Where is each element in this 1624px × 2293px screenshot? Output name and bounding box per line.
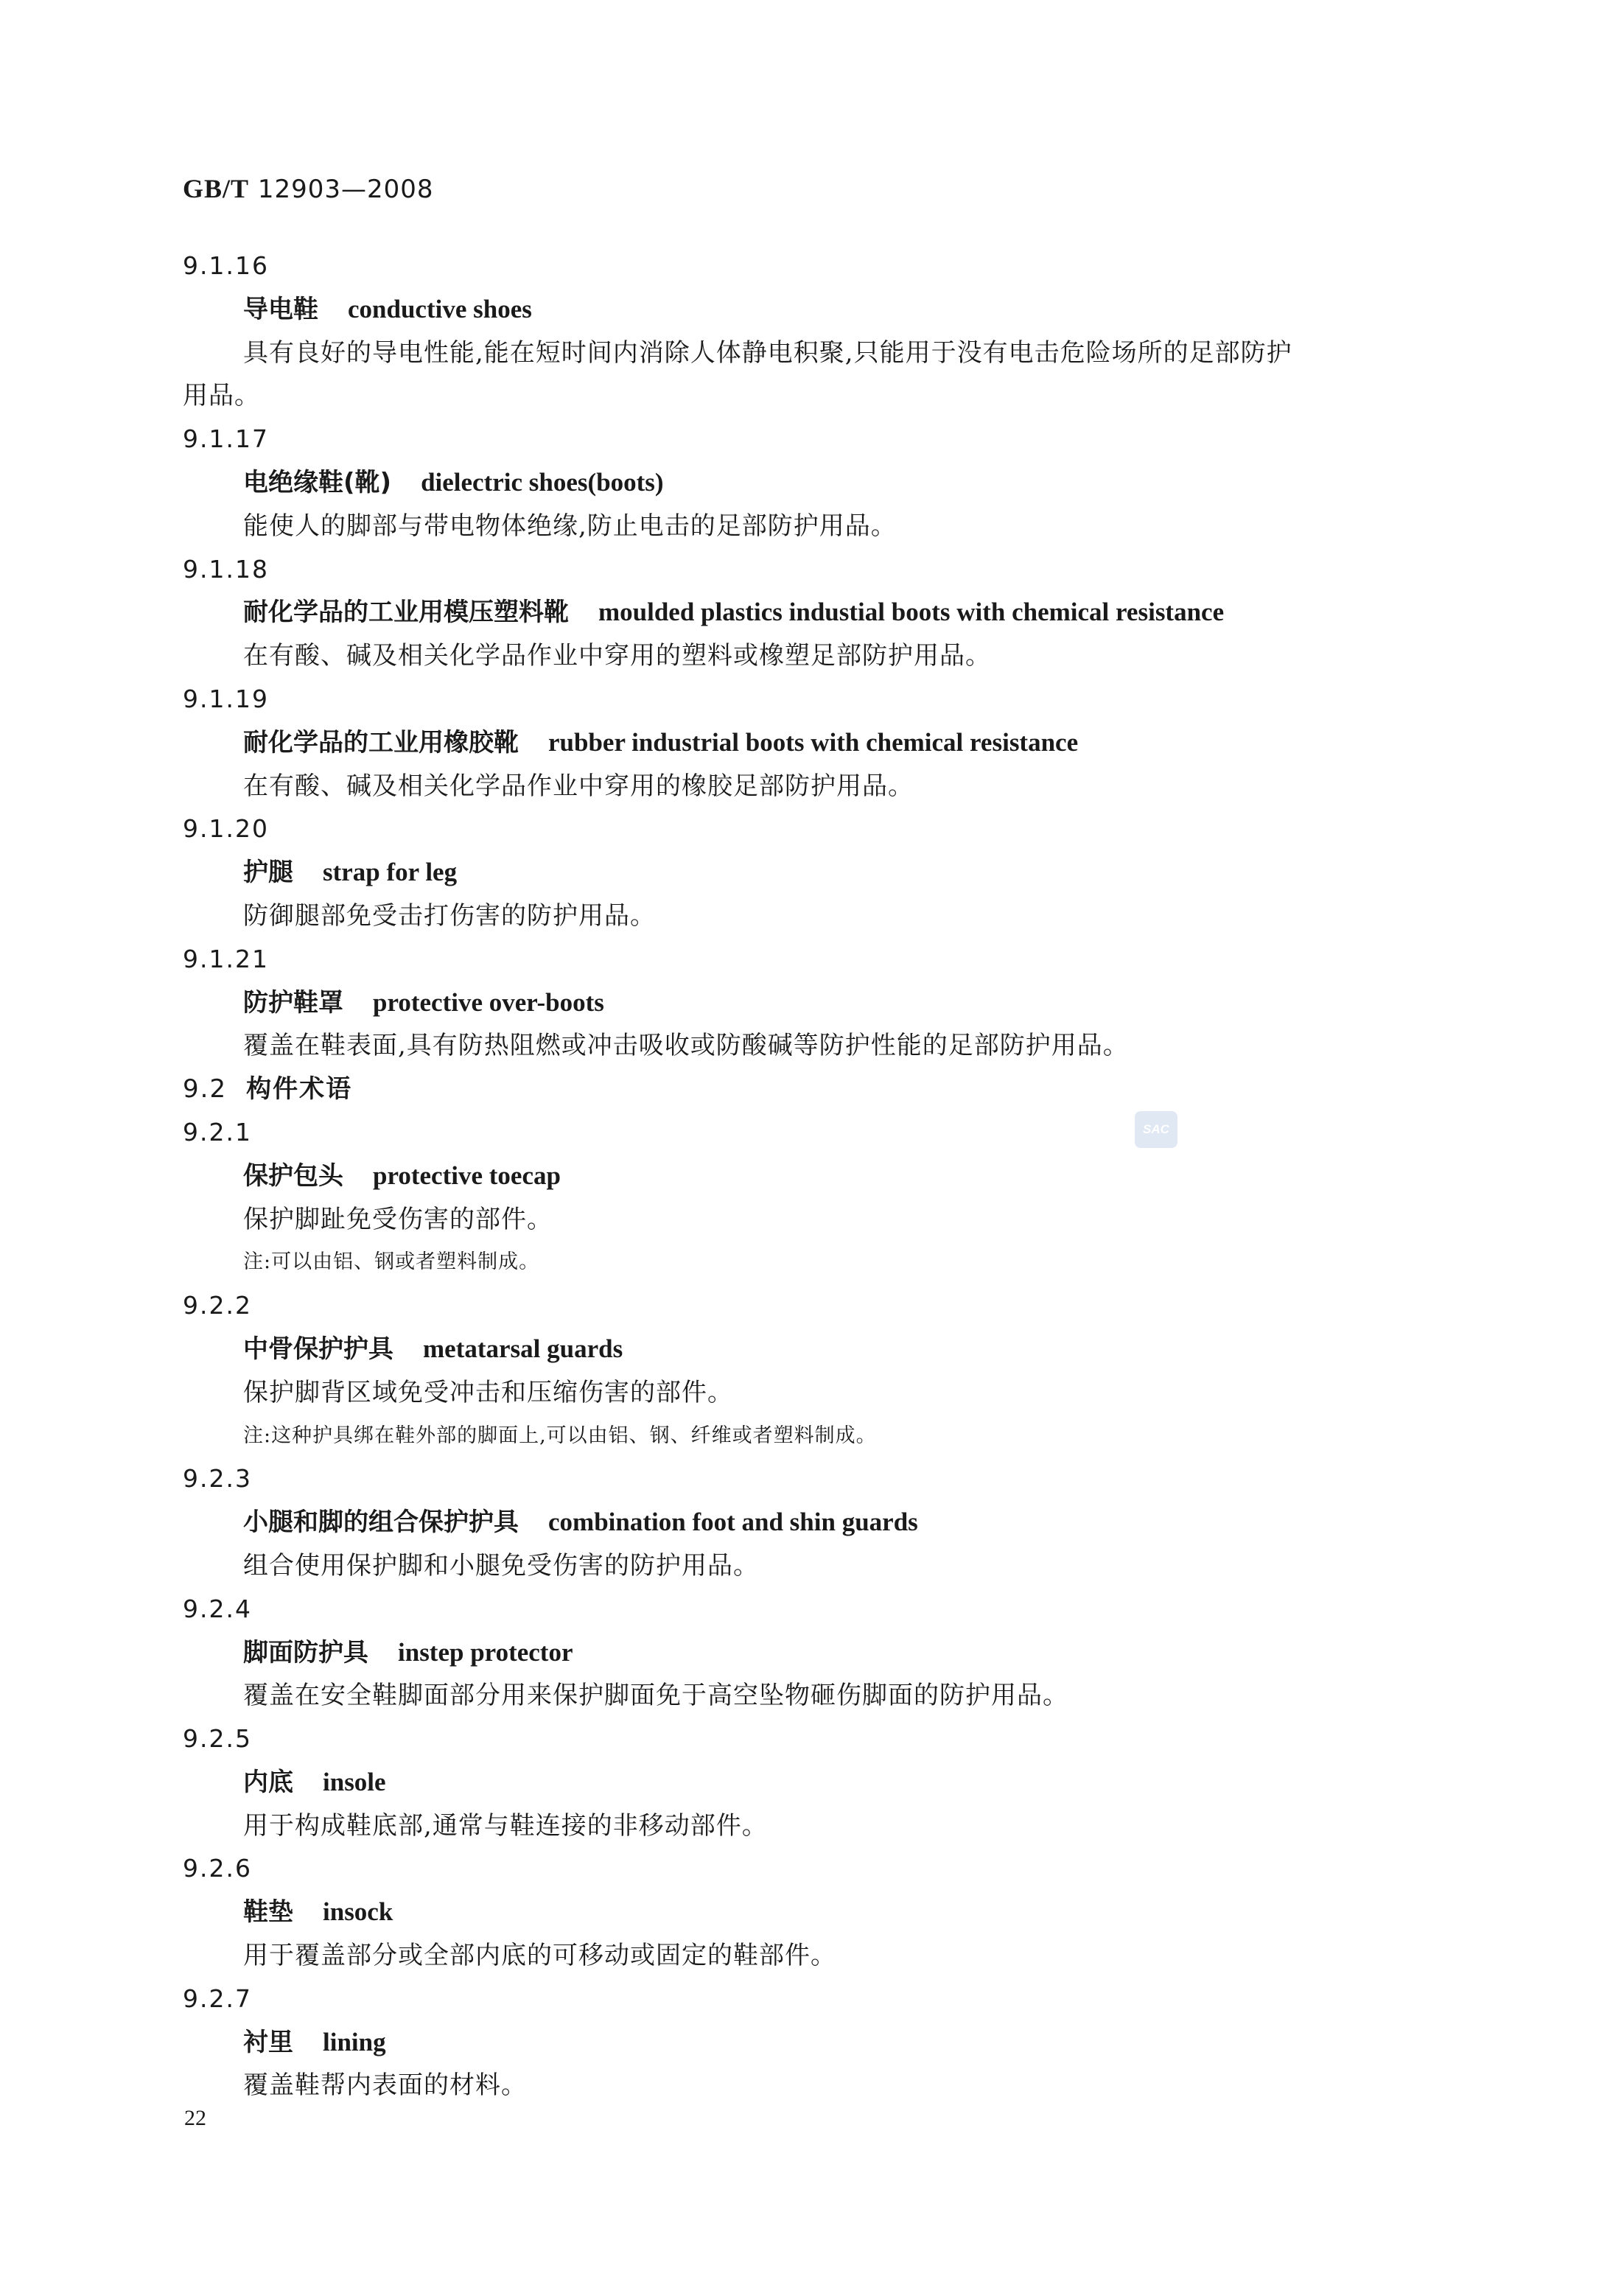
term-heading bbox=[183, 591, 1465, 634]
clause-number: 9.2.6 bbox=[183, 1854, 252, 1883]
term-chinese: 中骨保护护具 bbox=[243, 1334, 393, 1364]
clause-number: 9.1.21 bbox=[183, 944, 269, 973]
term-chinese: 耐化学品的工业用模压塑料靴 bbox=[243, 598, 569, 628]
term-definition: 在有酸、碱及相关化学品作业中穿用的塑料或橡塑足部防护用品。 bbox=[243, 641, 991, 671]
term-english: lining bbox=[323, 2027, 386, 2056]
term-chinese: 耐化学品的工业用橡胶靴 bbox=[243, 727, 519, 757]
term-english: instep protector bbox=[398, 1637, 573, 1667]
term-definition: 用于覆盖部分或全部内底的可移动或固定的鞋部件。 bbox=[243, 1941, 836, 1971]
term-english: strap for leg bbox=[323, 858, 458, 887]
term-chinese: 防护鞋罩 bbox=[243, 987, 343, 1018]
page-header bbox=[183, 171, 434, 207]
term-chinese: 小腿和脚的组合保护护具 bbox=[243, 1508, 519, 1538]
term-english: dielectric shoes(boots) bbox=[421, 467, 664, 497]
term-definition: 覆盖在安全鞋脚面部分用来保护脚面免于高空坠物砸伤脚面的防护用品。 bbox=[243, 1681, 1068, 1711]
term-english: moulded plastics industial boots with chemical resistance bbox=[598, 598, 1225, 627]
term-heading bbox=[183, 851, 1465, 895]
clause-number: 9.1.19 bbox=[183, 684, 269, 713]
term-note: 注:这种护具绑在鞋外部的脚面上,可以由铝、钢、纤维或者塑料制成。 bbox=[243, 1424, 877, 1447]
clause-number: 9.2.3 bbox=[183, 1464, 252, 1494]
term-english: rubber industrial boots with chemical resistance bbox=[548, 727, 1079, 757]
clause-number: 9.1.18 bbox=[183, 554, 269, 584]
term-heading bbox=[183, 981, 1465, 1025]
term-definition: 能使人的脚部与带电物体绝缘,防止电击的足部防护用品。 bbox=[243, 511, 897, 541]
clause-number: 9.2.1 bbox=[183, 1117, 252, 1146]
term-heading bbox=[183, 288, 1465, 332]
term-heading bbox=[183, 721, 1465, 765]
term-heading bbox=[183, 1501, 1465, 1544]
term-heading bbox=[183, 1891, 1465, 1934]
clause-number: 9.1.17 bbox=[183, 424, 269, 454]
term-definition: 用于构成鞋底部,通常与鞋连接的非移动部件。 bbox=[243, 1810, 768, 1841]
term-definition: 保护脚趾免受伤害的部件。 bbox=[243, 1204, 553, 1234]
term-definition: 在有酸、碱及相关化学品作业中穿用的橡胶足部防护用品。 bbox=[243, 771, 914, 801]
section-number: 9.2 bbox=[183, 1074, 228, 1105]
term-chinese: 脚面防护具 bbox=[243, 1637, 368, 1667]
term-heading bbox=[183, 1155, 1465, 1198]
term-heading bbox=[183, 1761, 1465, 1804]
standard-code: GB/T bbox=[183, 174, 250, 203]
clause-number: 9.2.5 bbox=[183, 1724, 252, 1754]
clause-number: 9.1.16 bbox=[183, 251, 269, 280]
term-english: combination foot and shin guards bbox=[548, 1508, 918, 1537]
section-heading bbox=[183, 1068, 1465, 1111]
standard-number: 12903—2008 bbox=[257, 175, 434, 204]
term-chinese: 电绝缘鞋(靴) bbox=[243, 467, 392, 497]
term-heading bbox=[183, 1631, 1465, 1675]
section-title: 构件术语 bbox=[246, 1074, 353, 1105]
term-definition: 组合使用保护脚和小腿免受伤害的防护用品。 bbox=[243, 1550, 759, 1580]
term-definition: 覆盖鞋帮内表面的材料。 bbox=[243, 2070, 527, 2101]
term-chinese: 衬里 bbox=[243, 2027, 293, 2057]
sac-watermark-logo: SAC bbox=[1135, 1111, 1177, 1148]
page-number: 22 bbox=[184, 2106, 206, 2130]
term-english: metatarsal guards bbox=[423, 1334, 623, 1363]
term-heading bbox=[183, 461, 1465, 505]
term-definition: 覆盖在鞋表面,具有防热阻燃或冲击吸收或防酸碱等防护性能的足部防护用品。 bbox=[243, 1031, 1129, 1061]
term-chinese: 鞋垫 bbox=[243, 1897, 293, 1928]
clause-number: 9.2.2 bbox=[183, 1291, 252, 1320]
term-chinese: 护腿 bbox=[243, 858, 293, 888]
term-english: protective over-boots bbox=[373, 987, 604, 1017]
term-chinese: 保护包头 bbox=[243, 1160, 343, 1191]
term-english: insock bbox=[323, 1897, 393, 1927]
clause-number: 9.2.7 bbox=[183, 1984, 252, 2013]
term-chinese: 内底 bbox=[243, 1767, 293, 1797]
term-definition: 防御腿部免受击打伤害的防护用品。 bbox=[243, 900, 656, 931]
term-definition-continued: 用品。 bbox=[183, 381, 260, 411]
term-english: protective toecap bbox=[373, 1160, 561, 1190]
document-body bbox=[183, 245, 1465, 2107]
term-definition: 具有良好的导电性能,能在短时间内消除人体静电积聚,只能用于没有电击危险场所的足部防护 bbox=[243, 337, 1292, 368]
term-english: conductive shoes bbox=[348, 294, 532, 323]
term-chinese: 导电鞋 bbox=[243, 294, 318, 324]
clause-number: 9.1.20 bbox=[183, 814, 269, 844]
term-definition: 保护脚背区域免受冲击和压缩伤害的部件。 bbox=[243, 1377, 733, 1407]
term-english: insole bbox=[323, 1767, 386, 1796]
term-heading bbox=[183, 1328, 1465, 1371]
term-heading bbox=[183, 2021, 1465, 2065]
clause-number: 9.2.4 bbox=[183, 1594, 252, 1623]
term-note: 注:可以由铝、钢或者塑料制成。 bbox=[243, 1250, 540, 1274]
